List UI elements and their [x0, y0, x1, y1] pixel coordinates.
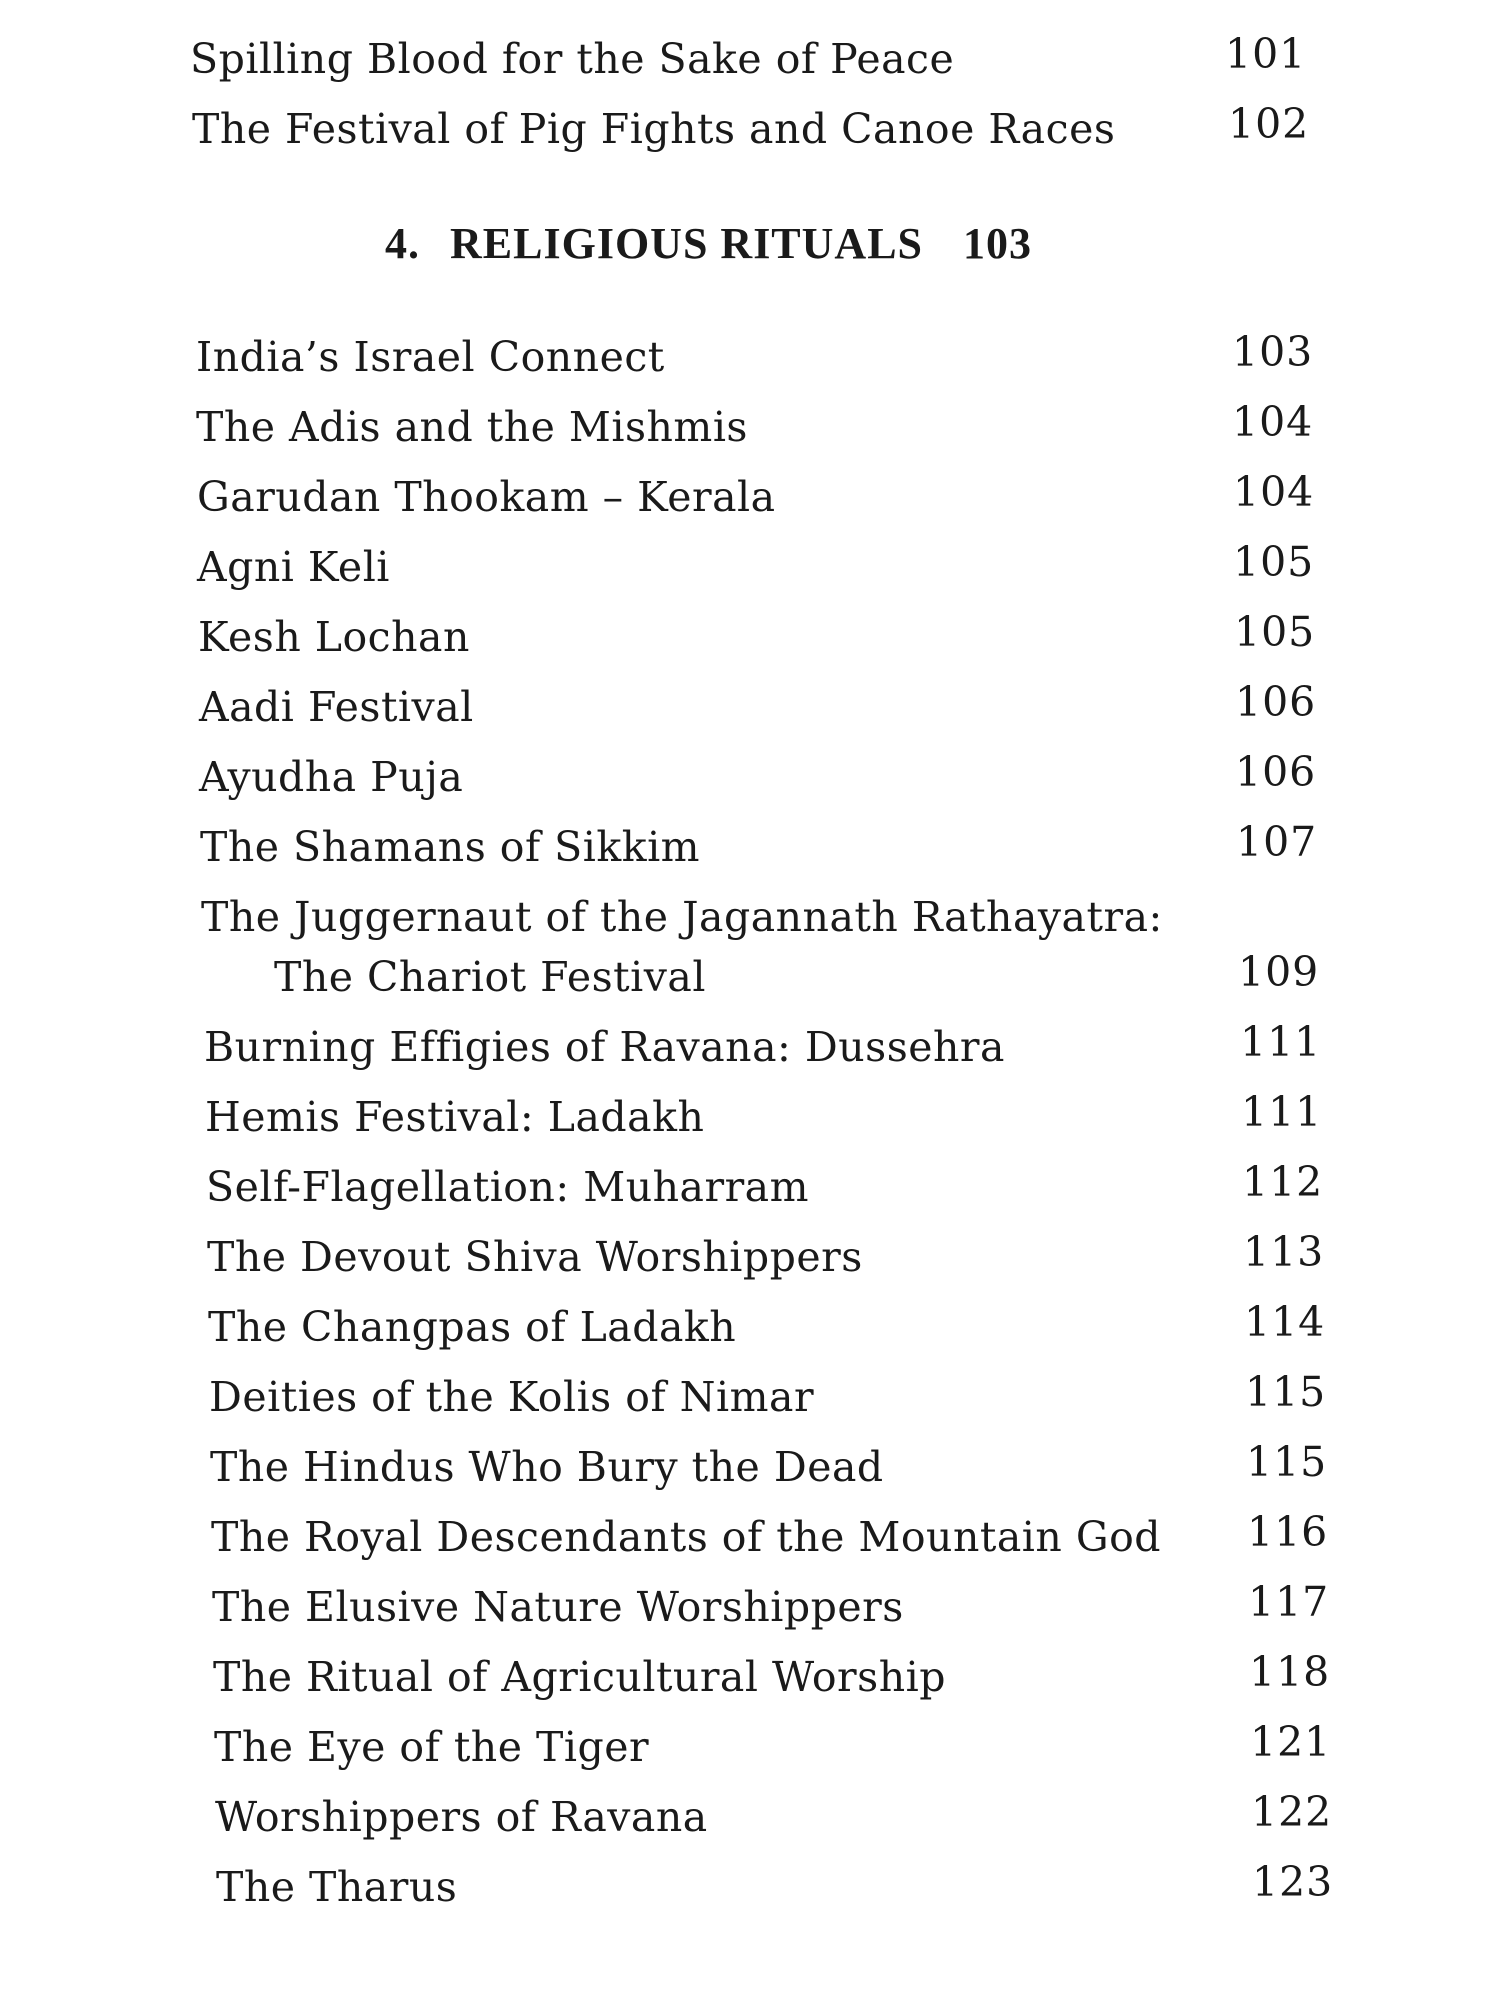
toc-entry-title: Ayudha Puja — [199, 753, 464, 801]
toc-entry-page: 123 — [1252, 1858, 1334, 1906]
toc-entry-title: The Juggernaut of the Jagannath Rathayatra: — [201, 893, 1163, 941]
toc-entry-page: 115 — [1245, 1368, 1327, 1416]
toc-entry-title: The Royal Descendants of the Mountain God — [211, 1513, 1162, 1561]
toc-entry-page: 104 — [1233, 468, 1315, 516]
section-page: 103 — [963, 219, 1033, 268]
toc-entry-title: The Shamans of Sikkim — [200, 823, 701, 871]
toc-entry-page: 106 — [1235, 678, 1317, 726]
toc-entry-title: The Elusive Nature Worshippers — [212, 1583, 904, 1631]
toc-entry-title: Agni Keli — [197, 543, 390, 591]
toc-entry-page: 112 — [1242, 1158, 1324, 1206]
toc-entry-page: 114 — [1244, 1298, 1326, 1346]
toc-entry-title: Burning Effigies of Ravana: Dussehra — [204, 1023, 1005, 1071]
toc-entry-title: The Changpas of Ladakh — [208, 1303, 737, 1351]
toc-entry-page: 121 — [1250, 1718, 1332, 1766]
section-title: RELIGIOUS RITUALS — [450, 219, 924, 268]
toc-entry-page: 118 — [1249, 1648, 1331, 1696]
toc-entry-title: The Eye of the Tiger — [214, 1723, 650, 1771]
toc-entry-page: 113 — [1243, 1228, 1325, 1276]
toc-entry-page: 106 — [1235, 748, 1317, 796]
toc-entry-title: The Ritual of Agricultural Worship — [213, 1653, 946, 1701]
toc-entry-page: 104 — [1232, 398, 1314, 446]
toc-entry-page: 117 — [1248, 1578, 1330, 1626]
toc-entry-page: 107 — [1236, 818, 1318, 866]
toc-entry-title: Deities of the Kolis of Nimar — [209, 1373, 815, 1421]
toc-entry-page: 115 — [1246, 1438, 1328, 1486]
toc-entry-title: The Devout Shiva Worshippers — [207, 1233, 863, 1281]
toc-entry-page: 105 — [1234, 608, 1316, 656]
toc-entry-page: 122 — [1251, 1788, 1333, 1836]
toc-entry-title: The Festival of Pig Fights and Canoe Races — [192, 105, 1116, 153]
toc-entry-page: 109 — [1238, 948, 1320, 996]
toc-entry-page: 103 — [1232, 328, 1314, 376]
toc-entry-title: Self-Flagellation: Muharram — [206, 1163, 809, 1211]
toc-entry-title-continued: The Chariot Festival — [274, 953, 706, 1001]
toc-entry-title: Worshippers of Ravana — [215, 1793, 708, 1841]
toc-entry-page: 111 — [1240, 1018, 1322, 1066]
toc-entry-title: Kesh Lochan — [198, 613, 470, 661]
toc-entry-title: Hemis Festival: Ladakh — [205, 1093, 705, 1141]
toc-entry-title: Aadi Festival — [199, 683, 474, 731]
toc-entry-title: The Adis and the Mishmis — [196, 403, 748, 451]
toc-entry-page: 116 — [1247, 1508, 1329, 1556]
toc-entry-page: 105 — [1233, 538, 1315, 586]
toc-entry-title: India’s Israel Connect — [196, 333, 665, 381]
toc-entry-title: Spilling Blood for the Sake of Peace — [190, 35, 955, 83]
toc-entry-page: 101 — [1225, 30, 1307, 78]
section-heading — [385, 218, 1032, 269]
section-number: 4. — [385, 219, 420, 268]
toc-entry-title: Garudan Thookam – Kerala — [197, 473, 776, 521]
toc-entry-page: 111 — [1241, 1088, 1323, 1136]
toc-entry-title: The Hindus Who Bury the Dead — [210, 1443, 884, 1491]
toc-entry-title: The Tharus — [216, 1863, 458, 1911]
toc-entry-page: 102 — [1228, 100, 1310, 148]
